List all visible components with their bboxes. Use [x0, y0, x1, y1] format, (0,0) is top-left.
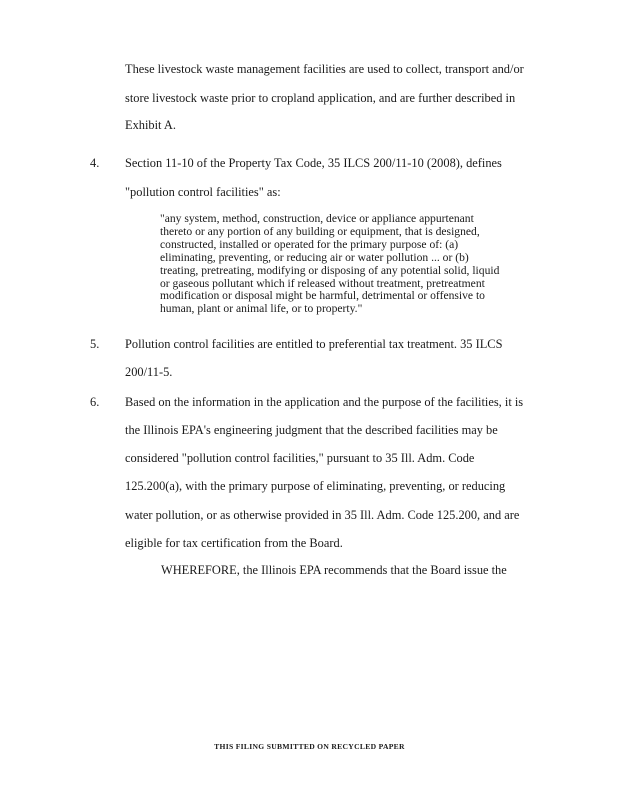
item-4-number: 4.	[90, 156, 100, 170]
quote-line-6: or gaseous pollutant which if released without treatment, pretreatment	[160, 276, 485, 290]
item-4-line-2: "pollution control facilities" as:	[125, 185, 281, 199]
quote-line-3: constructed, installed or operated for the primary purpose of: (a)	[160, 237, 459, 251]
closing-wherefore: WHEREFORE, the Illinois EPA recommends that the Board issue the	[161, 563, 507, 577]
quote-line-4: eliminating, preventing, or reducing air or water pollution ... or (b)	[160, 250, 469, 264]
statutory-quote	[160, 213, 510, 316]
item-5-line-2: 200/11-5.	[125, 365, 173, 379]
item-6-number: 6.	[90, 395, 100, 409]
quote-line-2: thereto or any portion of any building or equipment, that is designed,	[160, 224, 480, 238]
item-6-line-1: Based on the information in the application and the purpose of the facilities, it is	[125, 395, 524, 409]
item-6-line-4: 125.200(a), with the primary purpose of eliminating, preventing, or reducing	[125, 479, 506, 493]
recycled-paper-footer: THIS FILING SUBMITTED ON RECYCLED PAPER	[214, 742, 405, 751]
item-6-line-5: water pollution, or as otherwise provided in 35 Ill. Adm. Code 125.200, and are	[125, 508, 520, 522]
item-4-line-1: Section 11-10 of the Property Tax Code, 35 ILCS 200/11-10 (2008), defines	[125, 156, 502, 170]
quote-line-7: modification or disposal might be harmful, detrimental or offensive to	[160, 289, 485, 303]
item-6-line-3: considered "pollution control facilities," pursuant to 35 Ill. Adm. Code	[125, 451, 475, 465]
intro-line-1: These livestock waste management facilities are used to collect, transport and/or	[125, 62, 524, 76]
quote-line-5: treating, pretreating, modifying or disposing of any potential solid, liquid	[160, 263, 500, 277]
item-6-line-2: the Illinois EPA's engineering judgment that the described facilities may be	[125, 423, 498, 437]
item-6-line-6: eligible for tax certification from the Board.	[125, 536, 343, 550]
quote-line-1: "any system, method, construction, device or appliance appurtenant	[160, 212, 474, 225]
item-5-number: 5.	[90, 337, 100, 351]
intro-line-3: Exhibit A.	[125, 118, 176, 132]
item-5-line-1: Pollution control facilities are entitled to preferential tax treatment. 35 ILCS	[125, 337, 503, 351]
intro-line-2: store livestock waste prior to cropland application, and are further described in	[125, 91, 516, 105]
quote-line-8: human, plant or animal life, or to property."	[160, 302, 363, 316]
